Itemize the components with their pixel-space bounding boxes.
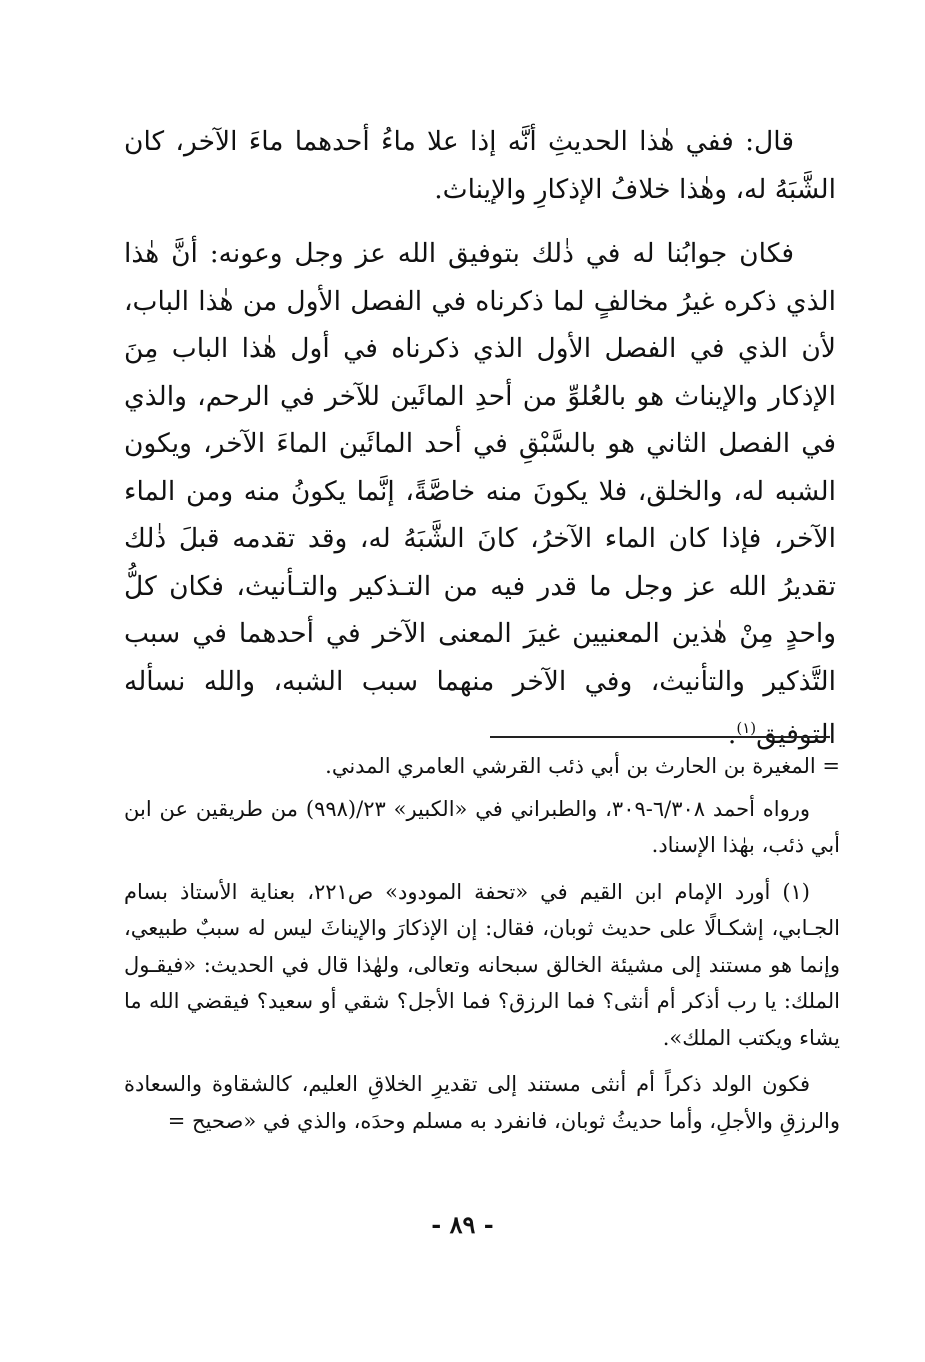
footnote-text: ورواه أحمد ٦/٣٠٨-٣٠٩، والطبراني في «الكبير» ٢٣/(٩٩٨) من طريقين عن ابن أبي ذئب، بهٰذا الإسناد. [124,796,840,857]
main-text [124,118,836,758]
footnote-text: (١) أورد الإمام ابن القيم في «تحفة المودود» ص٢٢١، بعناية الأستاذ بسام الجـابي، إشكـالًا على حديث ثوبان، فقال: إن الإذكارَ والإيناثَ ليس له سببٌ طبيعي، وإنما هو مستند إلى مشيئة الخالق سبحانه وتعالى، ولهٰذا قال في الحديث: «فيقـول الملك: يا رب أذكر أم أنثى؟ فما الرزق؟ فما الأجل؟ شقي أو سعيد؟ فيقضي الله ما يشاء ويكتب الملك». [124,879,840,1050]
paragraph [124,230,836,758]
paragraph-end: . [727,718,737,750]
page-number: - ٨٩ - [431,1210,494,1239]
footnote-separator [490,736,830,738]
footnote-continuation: = المغيرة بن الحارث بن أبي ذئب القرشي العامري المدني. [325,754,840,778]
footnote-marker: (١) [736,719,757,737]
paragraph: قال: ففي هٰذا الحديثِ أنَّه إذا علا ماءُ أحدهما ماءَ الآخر، كان الشَّبَهُ له، وهٰذا خلافُ الإذكارِ والإيناث. [124,126,836,205]
footnotes [124,748,840,1139]
footnote-text: فكون الولد ذكراً أم أنثى مستند إلى تقديرِ الخلاقِ العليم، كالشقاوة والسعادة والرزقِ والأجلِ، وأما حديثُ ثوبان، فانفرد به مسلم وحدَه، والذي في «صحيح = [124,1072,840,1133]
paragraph-text: فكان جوابُنا له في ذٰلك بتوفيق الله عز وجل وعونه: أنَّ هٰذا الذي ذكره غيرُ مخالفٍ لما ذكرناه في الفصل الأول من هٰذا الباب، لأن الذي في الفصل الأول الذي ذكرناه في أول هٰذا الباب مِنَ الإذكار والإيناث هو بالعُلوِّ من أحدِ المائَين للآخر في الرحم، والذي في الفصل الثاني هو بالسَّبْقِ في أحد المائَين الماءَ الآخر، ويكون الشبه له، والخلق، فلا يكونَ منه خاصَّةً، إنَّما يكونُ منه ومن الماء الآخر، فإذا كان الماء الآخرُ، كانَ الشَّبَهُ له، وقد تقدمه قبلَ ذٰلك تقديرُ الله عز وجل ما قدر فيه من التـذكير والتـأنيث، فكان كلُّ واحدٍ مِنْ هٰذين المعنيين غيرَ المعنى الآخر في أحدهما في سبب التَّذكير والتأنيث، وفي الآخر منهما سبب الشبه، والله نسأله التوفيق [124,238,836,750]
